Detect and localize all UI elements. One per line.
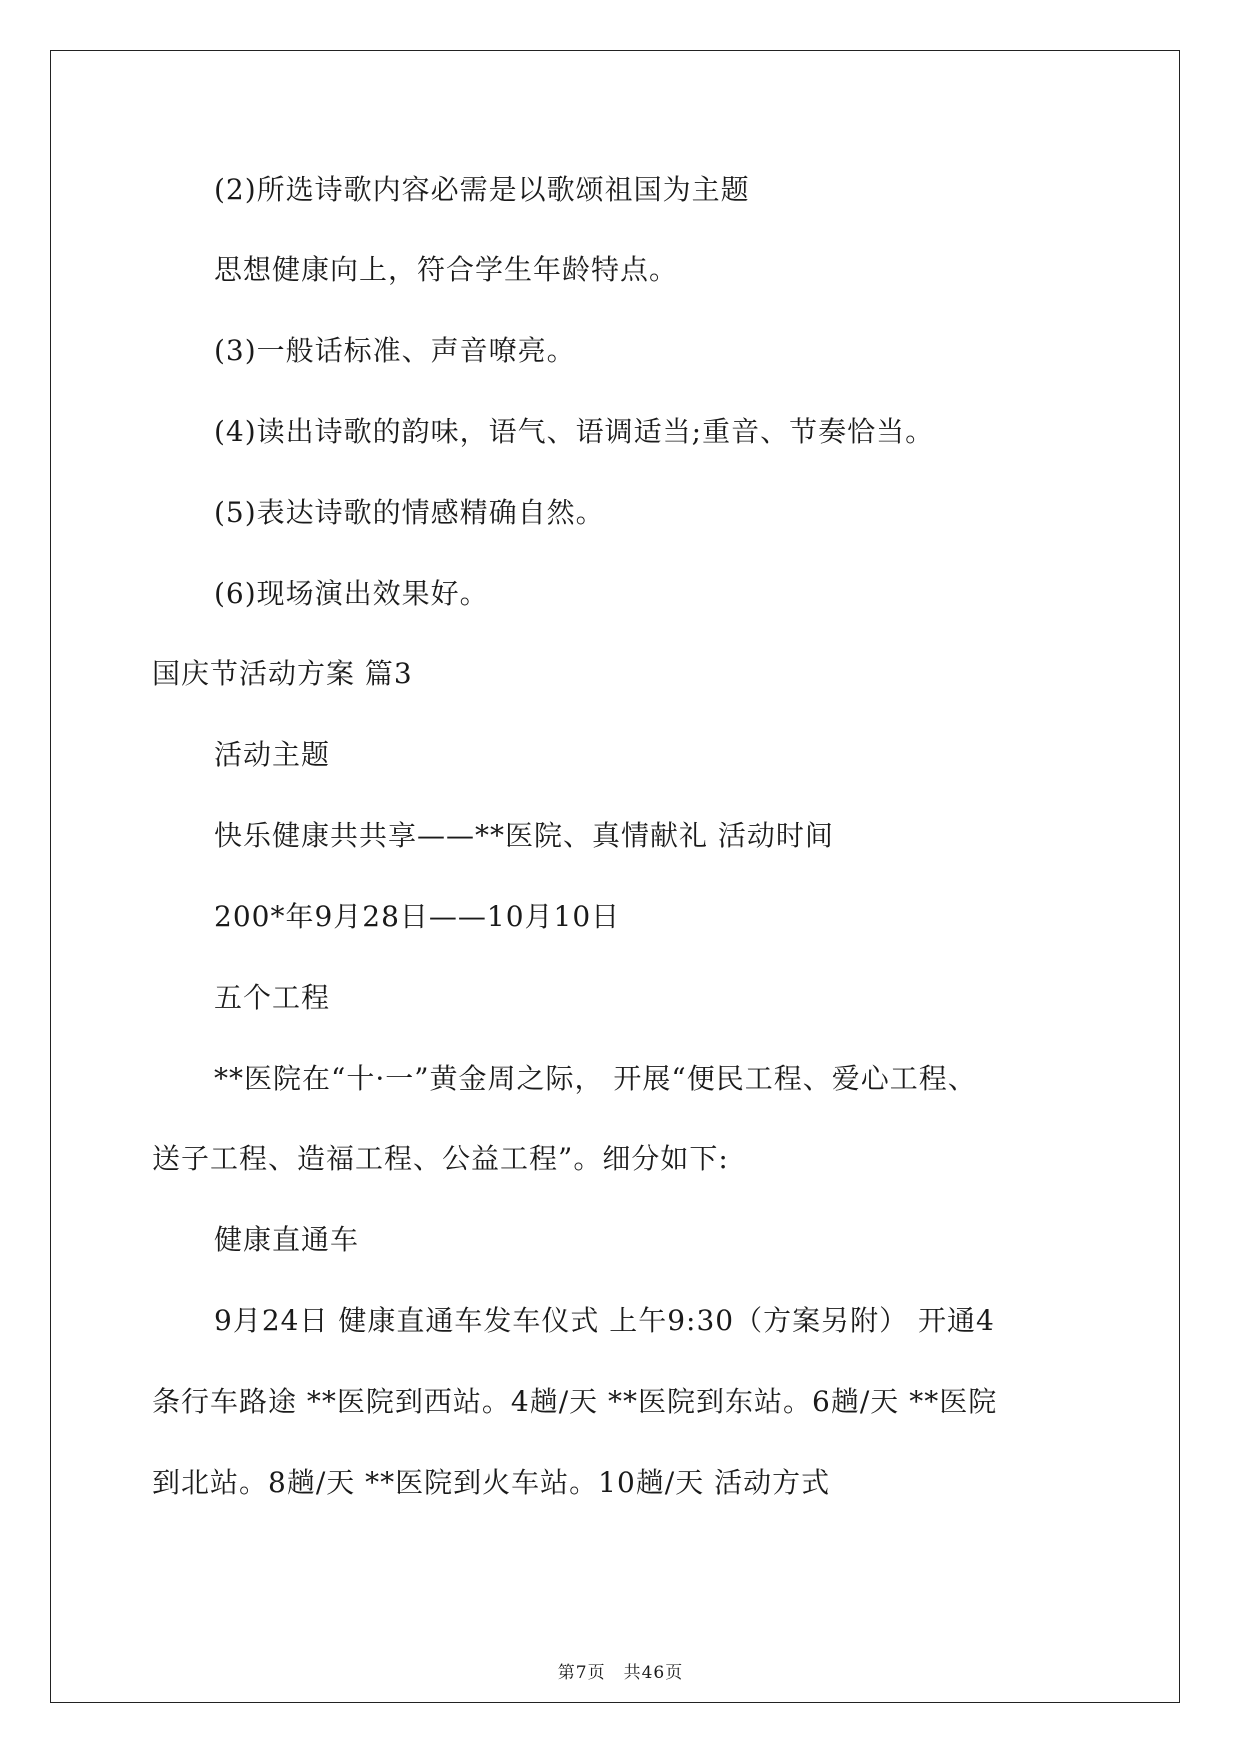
paragraph-criterion-5: (5)表达诗歌的情感精确自然。: [214, 496, 605, 529]
paragraph-date-range: 200*年9月28日——10月10日: [214, 900, 621, 933]
page-number-footer: 第7页 共46页: [557, 1663, 684, 1683]
paragraph-criterion-2-cont: 思想健康向上，符合学生年龄特点。: [214, 253, 679, 286]
paragraph-projects-intro: **医院在“十·一”黄金周之际， 开展“便民工程、爱心工程、: [214, 1062, 977, 1095]
paragraph-criterion-2: (2)所选诗歌内容必需是以歌颂祖国为主题: [214, 173, 750, 206]
subheading-theme: 活动主题: [214, 738, 331, 771]
paragraph-criterion-6: (6)现场演出效果好。: [214, 577, 489, 610]
paragraph-criterion-4: (4)读出诗歌的韵味，语气、语调适当;重音、节奏恰当。: [214, 415, 935, 448]
paragraph-bus-details: 9月24日 健康直通车发车仪式 上午9:30（方案另附） 开通4: [214, 1304, 995, 1337]
paragraph-criterion-3: (3)一般话标准、声音嘹亮。: [214, 334, 576, 367]
paragraph-bus-routes: 条行车路途 **医院到西站。4趟/天 **医院到东站。6趟/天 **医院: [152, 1385, 998, 1418]
paragraph-projects-intro-cont: 送子工程、造福工程、公益工程”。细分如下:: [152, 1142, 729, 1175]
subheading-five-projects: 五个工程: [214, 981, 331, 1014]
paragraph-theme-text: 快乐健康共共享——**医院、真情献礼 活动时间: [214, 819, 834, 852]
paragraph-bus-routes-cont: 到北站。8趟/天 **医院到火车站。10趟/天 活动方式: [152, 1466, 831, 1499]
page-border: [50, 50, 1180, 1703]
section-heading: 国庆节活动方案 篇3: [152, 657, 413, 690]
subheading-health-bus: 健康直通车: [214, 1223, 360, 1256]
